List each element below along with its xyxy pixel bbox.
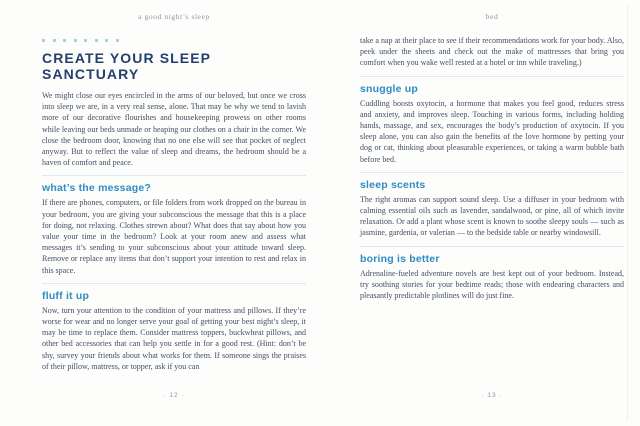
running-header-left: a good night’s sleep — [138, 12, 210, 21]
section-body-boring-is-better: Adrenaline-fueled adventure novels are best kept out of your bedroom. Instead, try soothing stories for your bedtime reads; those with endearing characters and pleasantly predictable plotlines will do just fine. — [360, 268, 624, 301]
section-divider — [360, 76, 624, 77]
section-heading-fluff-it-up: fluff it up — [42, 289, 90, 302]
intro-paragraph: We might close our eyes encircled in the arms of our beloved, but once we cross into sleep we are, in a very real sense, alone. That may be why we tend to lavish more of our decorative flourishes and housekeeping prowess on other rooms while leaving our beds unmade or heaping our clothes on a chair in the corner. We close the bedroom door, knowing that no one else will see that pocket of neglect anyway. But to reflect the value of sleep and dreams, the bedroom should be a haven of comfort and peace. — [42, 91, 306, 168]
chapter-title: CREATE YOUR SLEEP SANCTUARY — [42, 50, 211, 82]
section-divider — [42, 283, 306, 284]
section-heading-snuggle-up: snuggle up — [360, 82, 418, 95]
section-body-whats-the-message: If there are phones, computers, or file folders from work dropped on the bureau in your bedroom, you are giving your subconscious the message that this is a place for doing, not relaxing. Clothes strewn about? What does that say about how you value your time in the bedroom? Look at your room anew and assess what messages it’s sending to your subconscious about your attitude toward sleep. Remove or replace any items that don’t support your intention to rest and relax in this space. — [42, 198, 306, 275]
section-divider — [360, 172, 624, 173]
ornament-dot — [53, 39, 56, 42]
section-divider — [42, 175, 306, 176]
page-number-left: · 12 · — [163, 392, 185, 399]
ornament-dot — [105, 39, 108, 42]
ornament-dot — [95, 39, 98, 42]
page-number-right: · 13 · — [481, 392, 503, 399]
section-heading-sleep-scents: sleep scents — [360, 178, 426, 191]
page-edge — [627, 5, 628, 421]
section-divider — [360, 246, 624, 247]
running-header-right: bed — [485, 12, 499, 21]
ornament-dots — [42, 39, 306, 42]
ornament-dot — [74, 39, 77, 42]
section-heading-boring-is-better: boring is better — [360, 252, 440, 265]
ornament-dot — [42, 39, 45, 42]
section-heading-whats-the-message: what’s the message? — [42, 182, 152, 195]
ornament-dot — [84, 39, 87, 42]
section-body-sleep-scents: The right aromas can support sound sleep. Use a diffuser in your bedroom with calming essential oils such as lavender, sandalwood, or pine, all of which invite relaxation. Or add a plant whose scent is known to soothe sleepy souls — such as jasmine, gardenia, or valerian — to the bedside table or nearby windowsill. — [360, 194, 624, 238]
ornament-dot — [116, 39, 119, 42]
section-body-fluff-it-up: Now, turn your attention to the condition of your mattress and pillows. If they’re worse for wear and no longer serve your goal of getting your best night’s sleep, it may be time to replace them. Consider mattress toppers, buckwheat pillows, and other bed accessories that can help you settle in for a good rest. (Hint: don’t be shy, survey your friends about what works for them. If someone sings the praises of their pillow, mattress, or topper, ask if you can — [42, 305, 306, 371]
right-page — [320, 0, 640, 426]
section-body-snuggle-up: Cuddling boosts oxytocin, a hormone that makes you feel good, reduces stress and anxiety, and improves sleep. Touching in various forms, including holding hands, massage, and sex, encourages the body’s production of oxytocin. If you sleep alone, you can also gain the benefits of the love hormone by petting your dog or cat, thinking about pleasurable experiences, or taking a warm bubble bath before bed. — [360, 98, 624, 164]
ornament-dot — [63, 39, 66, 42]
continuation-paragraph: take a nap at their place to see if their recommendations work for your body. Also, peek under the sheets and check out the make of mattresses that bring you comfort when you wake well rested at a hotel or inn while traveling.) — [360, 36, 624, 68]
